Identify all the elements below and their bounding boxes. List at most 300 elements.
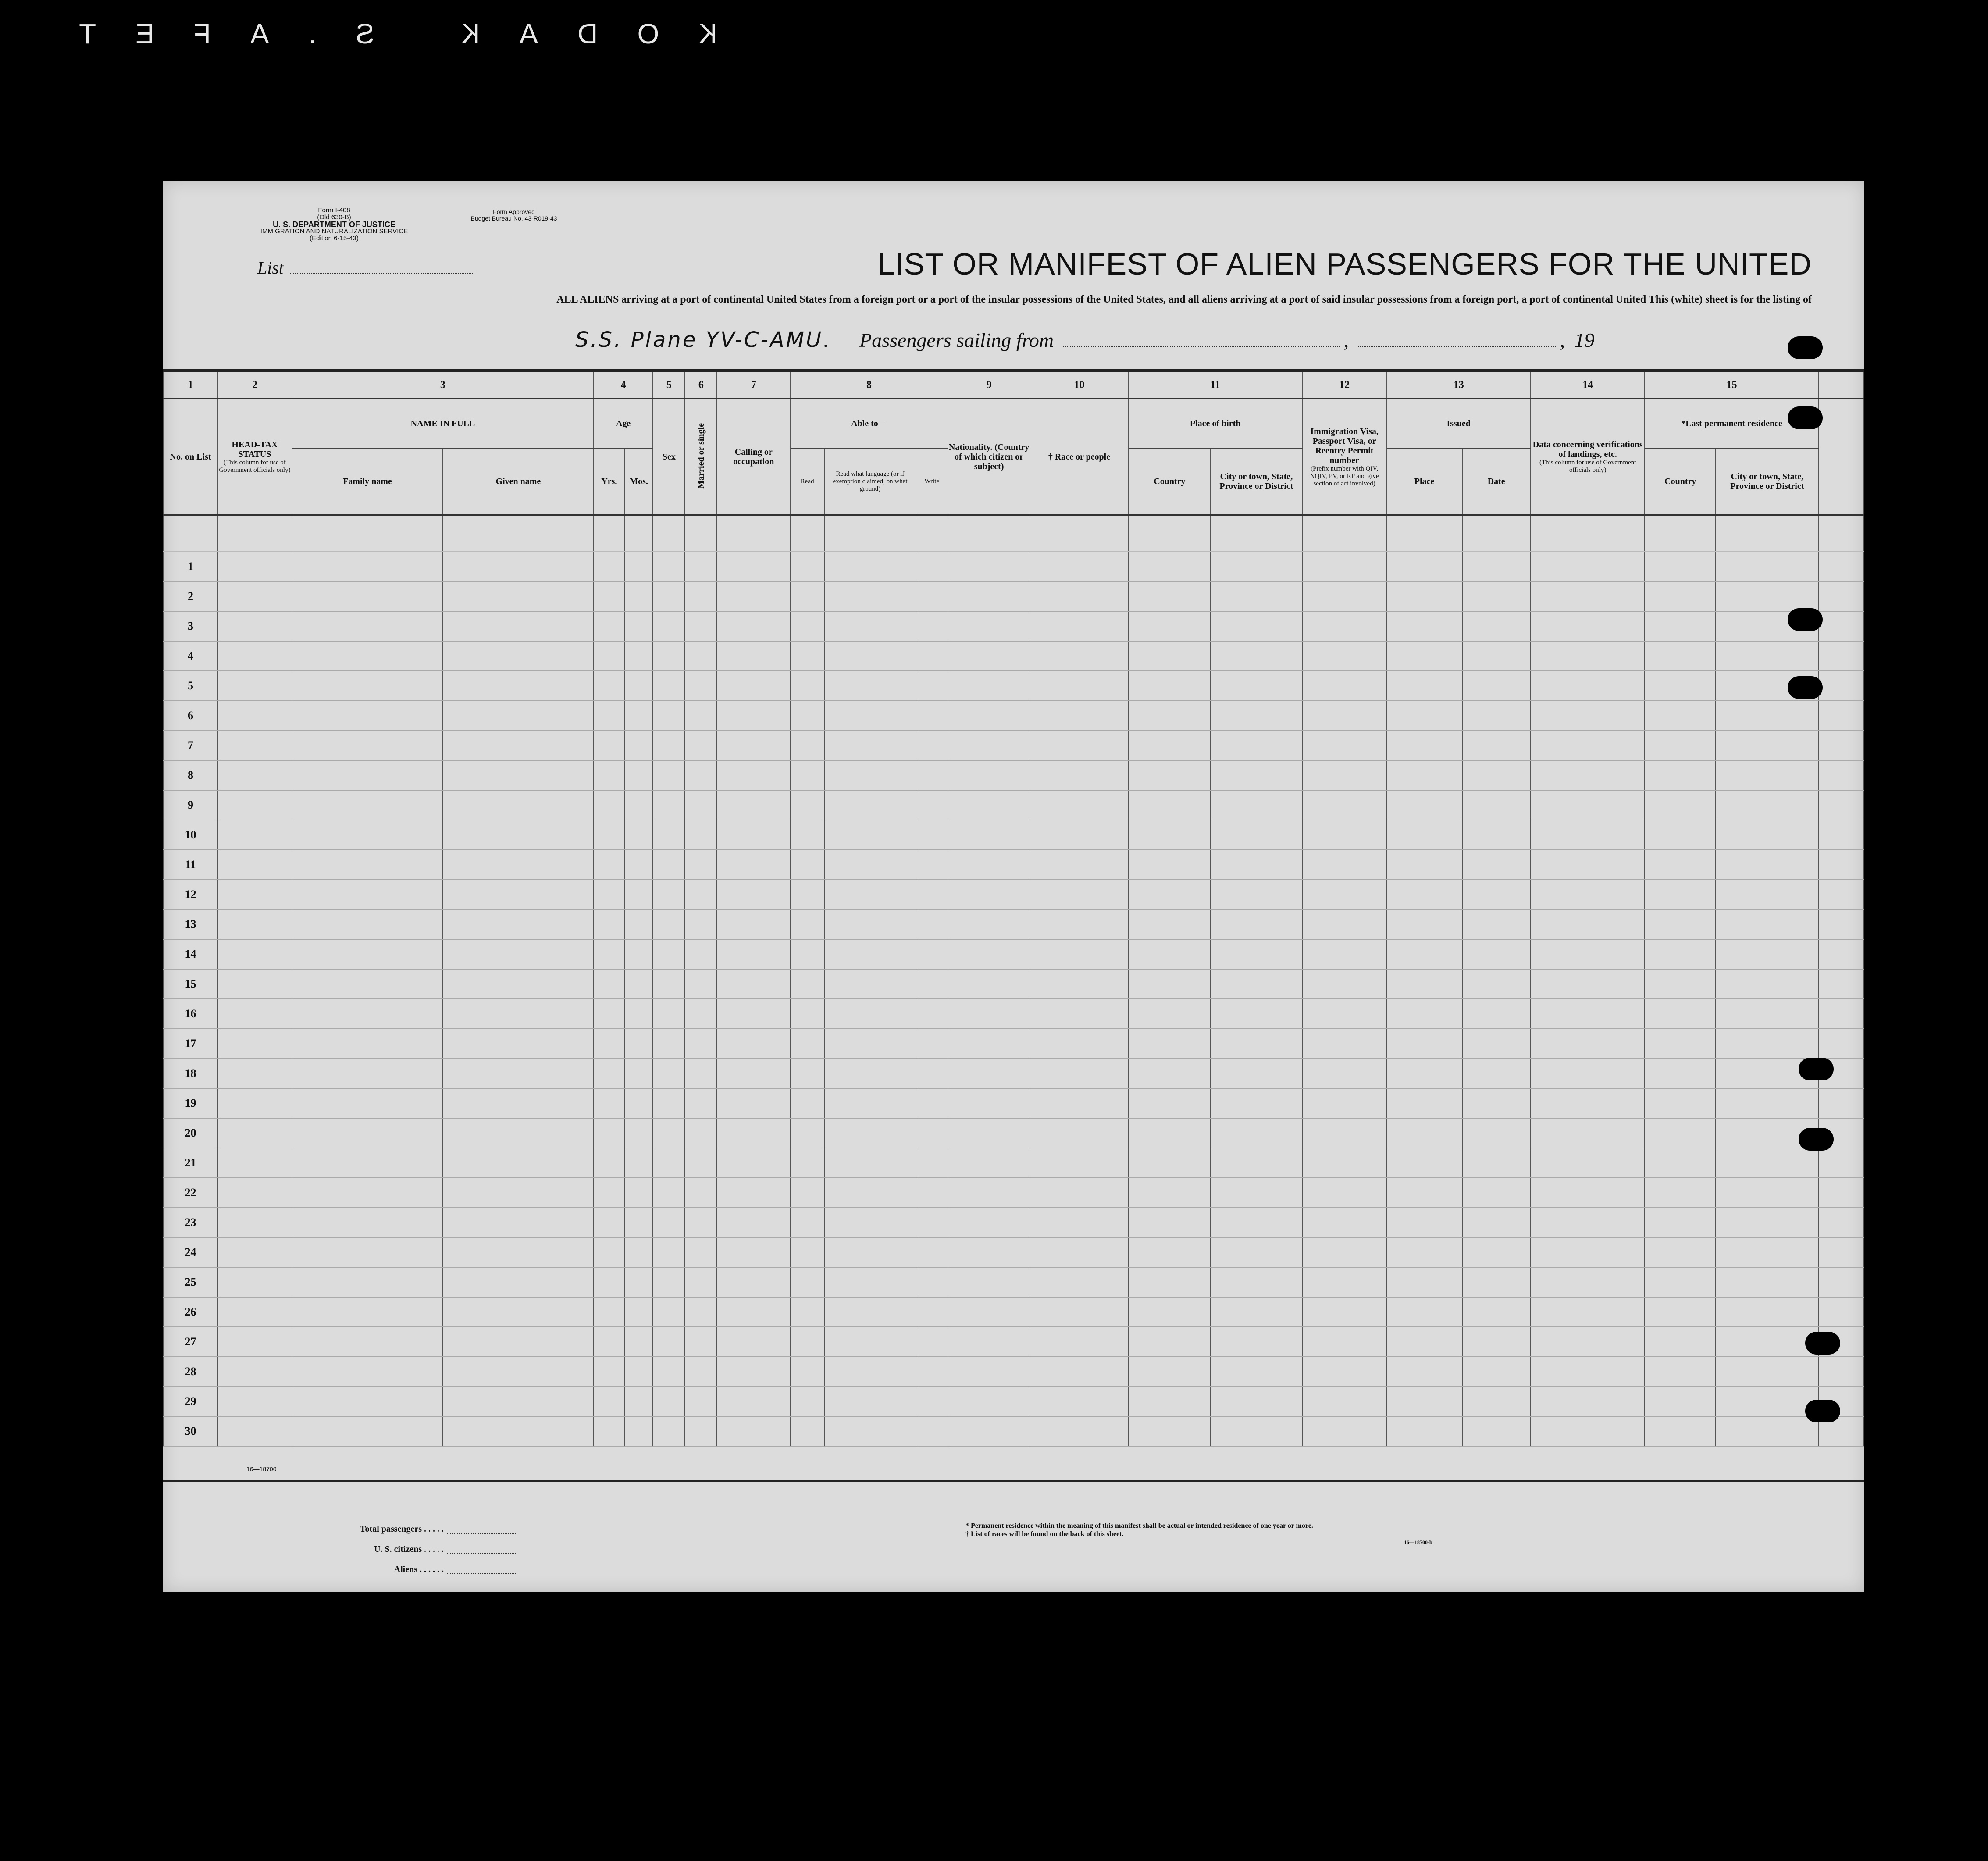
table-cell[interactable] — [653, 701, 685, 731]
table-cell[interactable] — [1302, 581, 1387, 611]
table-cell[interactable] — [1211, 1059, 1302, 1088]
table-cell[interactable] — [717, 1118, 790, 1148]
table-cell[interactable] — [625, 1237, 653, 1267]
table-cell[interactable] — [916, 1178, 948, 1208]
table-cell[interactable] — [443, 939, 594, 969]
table-cell[interactable] — [717, 701, 790, 731]
table-cell[interactable] — [1129, 969, 1211, 999]
table-cell[interactable] — [824, 1267, 916, 1297]
table-cell[interactable] — [717, 1327, 790, 1357]
table-cell[interactable] — [916, 909, 948, 939]
table-cell[interactable] — [685, 552, 717, 581]
table-cell[interactable] — [292, 1148, 443, 1178]
table-cell[interactable] — [1387, 880, 1462, 909]
table-cell[interactable] — [625, 820, 653, 850]
table-cell[interactable] — [1129, 1178, 1211, 1208]
table-cell[interactable] — [1716, 969, 1819, 999]
table-cell[interactable] — [1302, 731, 1387, 760]
table-cell[interactable] — [916, 1416, 948, 1446]
table-cell[interactable] — [1645, 701, 1716, 731]
table-cell[interactable] — [685, 939, 717, 969]
table-cell[interactable] — [790, 1387, 824, 1416]
table-cell[interactable] — [685, 1267, 717, 1297]
table-cell[interactable] — [1531, 1029, 1645, 1059]
table-cell[interactable] — [824, 969, 916, 999]
table-cell[interactable] — [1645, 1297, 1716, 1327]
table-cell[interactable] — [625, 1029, 653, 1059]
table-cell[interactable] — [1129, 999, 1211, 1029]
table-cell[interactable] — [1302, 1357, 1387, 1387]
table-cell[interactable] — [685, 909, 717, 939]
table-cell[interactable] — [790, 880, 824, 909]
table-cell[interactable] — [217, 880, 292, 909]
table-cell[interactable] — [948, 820, 1030, 850]
table-cell[interactable] — [1211, 1148, 1302, 1178]
table-cell[interactable] — [1462, 1029, 1531, 1059]
table-cell[interactable] — [1030, 731, 1128, 760]
table-cell[interactable] — [217, 1416, 292, 1446]
table-cell[interactable] — [1462, 939, 1531, 969]
table-cell[interactable] — [1462, 1148, 1531, 1178]
table-cell[interactable] — [653, 1029, 685, 1059]
table-cell[interactable] — [653, 939, 685, 969]
table-cell[interactable] — [1716, 1208, 1819, 1237]
table-cell[interactable] — [824, 1208, 916, 1237]
table-cell[interactable] — [916, 1118, 948, 1148]
table-cell[interactable] — [443, 1029, 594, 1059]
table-cell[interactable] — [1531, 701, 1645, 731]
table-cell[interactable] — [625, 1148, 653, 1178]
table-cell[interactable] — [1129, 671, 1211, 701]
table-cell[interactable] — [1129, 760, 1211, 790]
table-cell[interactable] — [1129, 552, 1211, 581]
table-cell[interactable] — [1211, 760, 1302, 790]
table-cell[interactable] — [717, 790, 790, 820]
table-cell[interactable] — [1302, 1267, 1387, 1297]
table-cell[interactable] — [1387, 731, 1462, 760]
table-cell[interactable] — [948, 790, 1030, 820]
table-cell[interactable] — [916, 1357, 948, 1387]
table-cell[interactable] — [717, 1178, 790, 1208]
table-cell[interactable] — [1211, 820, 1302, 850]
table-cell[interactable] — [1129, 731, 1211, 760]
table-cell[interactable] — [1716, 731, 1819, 760]
table-cell[interactable] — [653, 1237, 685, 1267]
table-cell[interactable] — [292, 880, 443, 909]
table-cell[interactable] — [292, 552, 443, 581]
table-cell[interactable] — [1531, 1088, 1645, 1118]
table-cell[interactable] — [1129, 1029, 1211, 1059]
table-cell[interactable] — [217, 1148, 292, 1178]
table-cell[interactable] — [1129, 1357, 1211, 1387]
table-cell[interactable] — [594, 1327, 625, 1357]
table-cell[interactable] — [292, 999, 443, 1029]
table-cell[interactable] — [1129, 880, 1211, 909]
table-cell[interactable] — [1302, 1059, 1387, 1088]
table-cell[interactable] — [594, 611, 625, 641]
table-cell[interactable] — [948, 641, 1030, 671]
table-cell[interactable] — [1716, 820, 1819, 850]
table-cell[interactable] — [916, 939, 948, 969]
table-cell[interactable] — [1387, 790, 1462, 820]
table-cell[interactable] — [1387, 611, 1462, 641]
table-cell[interactable] — [1030, 1237, 1128, 1267]
table-cell[interactable] — [1645, 1118, 1716, 1148]
table-cell[interactable] — [1211, 552, 1302, 581]
table-cell[interactable] — [824, 939, 916, 969]
table-cell[interactable] — [948, 701, 1030, 731]
table-cell[interactable] — [292, 641, 443, 671]
table-cell[interactable] — [1387, 939, 1462, 969]
table-cell[interactable] — [1645, 671, 1716, 701]
table-cell[interactable] — [717, 1387, 790, 1416]
table-cell[interactable] — [625, 1267, 653, 1297]
table-cell[interactable] — [594, 760, 625, 790]
table-cell[interactable] — [1129, 1059, 1211, 1088]
table-cell[interactable] — [1531, 552, 1645, 581]
table-cell[interactable] — [594, 850, 625, 880]
table-cell[interactable] — [1387, 1387, 1462, 1416]
table-cell[interactable] — [443, 731, 594, 760]
table-cell[interactable] — [653, 909, 685, 939]
table-cell[interactable] — [685, 1237, 717, 1267]
table-cell[interactable] — [1462, 1088, 1531, 1118]
table-cell[interactable] — [685, 641, 717, 671]
table-cell[interactable] — [685, 701, 717, 731]
table-cell[interactable] — [1462, 1267, 1531, 1297]
table-cell[interactable] — [1716, 1148, 1819, 1178]
table-cell[interactable] — [653, 671, 685, 701]
table-cell[interactable] — [1387, 1088, 1462, 1118]
table-cell[interactable] — [625, 1416, 653, 1446]
table-cell[interactable] — [948, 760, 1030, 790]
table-cell[interactable] — [653, 1416, 685, 1446]
table-cell[interactable] — [1716, 1267, 1819, 1297]
table-cell[interactable] — [790, 671, 824, 701]
table-cell[interactable] — [443, 969, 594, 999]
table-cell[interactable] — [1462, 552, 1531, 581]
table-cell[interactable] — [685, 1297, 717, 1327]
table-cell[interactable] — [292, 701, 443, 731]
table-cell[interactable] — [1129, 939, 1211, 969]
table-cell[interactable] — [1302, 641, 1387, 671]
table-cell[interactable] — [1531, 1416, 1645, 1446]
table-cell[interactable] — [790, 969, 824, 999]
table-cell[interactable] — [1531, 1357, 1645, 1387]
table-cell[interactable] — [948, 850, 1030, 880]
table-cell[interactable] — [1211, 939, 1302, 969]
table-cell[interactable] — [1030, 1029, 1128, 1059]
table-cell[interactable] — [292, 1237, 443, 1267]
table-cell[interactable] — [1211, 1327, 1302, 1357]
aliens-field[interactable] — [447, 1573, 517, 1574]
table-cell[interactable] — [653, 1118, 685, 1148]
table-cell[interactable] — [292, 850, 443, 880]
table-cell[interactable] — [443, 671, 594, 701]
table-cell[interactable] — [1211, 671, 1302, 701]
table-cell[interactable] — [948, 1327, 1030, 1357]
table-cell[interactable] — [1645, 611, 1716, 641]
table-cell[interactable] — [790, 1208, 824, 1237]
table-cell[interactable] — [292, 939, 443, 969]
table-cell[interactable] — [1462, 671, 1531, 701]
table-cell[interactable] — [1211, 581, 1302, 611]
table-cell[interactable] — [916, 820, 948, 850]
table-cell[interactable] — [1129, 909, 1211, 939]
table-cell[interactable] — [1129, 1297, 1211, 1327]
table-cell[interactable] — [1531, 671, 1645, 701]
table-cell[interactable] — [1030, 1327, 1128, 1357]
table-cell[interactable] — [790, 1297, 824, 1327]
table-cell[interactable] — [292, 1416, 443, 1446]
table-cell[interactable] — [717, 820, 790, 850]
table-cell[interactable] — [1531, 1178, 1645, 1208]
table-cell[interactable] — [824, 1327, 916, 1357]
table-cell[interactable] — [1462, 1208, 1531, 1237]
table-cell[interactable] — [1211, 1267, 1302, 1297]
table-cell[interactable] — [1716, 641, 1819, 671]
table-cell[interactable] — [1211, 1118, 1302, 1148]
table-cell[interactable] — [916, 671, 948, 701]
table-cell[interactable] — [948, 1059, 1030, 1088]
table-cell[interactable] — [916, 1297, 948, 1327]
table-cell[interactable] — [916, 581, 948, 611]
table-cell[interactable] — [824, 999, 916, 1029]
table-cell[interactable] — [625, 1118, 653, 1148]
table-cell[interactable] — [1211, 909, 1302, 939]
table-cell[interactable] — [292, 1208, 443, 1237]
table-cell[interactable] — [594, 1029, 625, 1059]
table-cell[interactable] — [217, 1387, 292, 1416]
sailing-date-field[interactable] — [1358, 346, 1556, 347]
table-cell[interactable] — [653, 1387, 685, 1416]
table-cell[interactable] — [1645, 1148, 1716, 1178]
table-cell[interactable] — [1211, 850, 1302, 880]
table-cell[interactable] — [217, 641, 292, 671]
table-cell[interactable] — [790, 1148, 824, 1178]
table-cell[interactable] — [1645, 1059, 1716, 1088]
table-cell[interactable] — [790, 999, 824, 1029]
table-cell[interactable] — [1645, 1357, 1716, 1387]
table-cell[interactable] — [824, 731, 916, 760]
table-cell[interactable] — [1302, 1297, 1387, 1327]
table-cell[interactable] — [1030, 1267, 1128, 1297]
table-cell[interactable] — [916, 552, 948, 581]
table-cell[interactable] — [1645, 790, 1716, 820]
table-cell[interactable] — [1531, 999, 1645, 1029]
table-cell[interactable] — [685, 999, 717, 1029]
table-cell[interactable] — [1302, 552, 1387, 581]
table-cell[interactable] — [685, 760, 717, 790]
table-cell[interactable] — [685, 1357, 717, 1387]
table-cell[interactable] — [443, 641, 594, 671]
table-cell[interactable] — [717, 1059, 790, 1088]
table-cell[interactable] — [217, 760, 292, 790]
table-cell[interactable] — [443, 1327, 594, 1357]
table-cell[interactable] — [1462, 880, 1531, 909]
table-cell[interactable] — [824, 581, 916, 611]
table-cell[interactable] — [1716, 760, 1819, 790]
table-cell[interactable] — [217, 850, 292, 880]
table-cell[interactable] — [1531, 939, 1645, 969]
table-cell[interactable] — [824, 1029, 916, 1059]
table-cell[interactable] — [653, 731, 685, 760]
table-cell[interactable] — [653, 1357, 685, 1387]
table-cell[interactable] — [1129, 820, 1211, 850]
table-cell[interactable] — [1211, 969, 1302, 999]
table-cell[interactable] — [916, 880, 948, 909]
table-cell[interactable] — [1387, 1297, 1462, 1327]
table-cell[interactable] — [790, 1029, 824, 1059]
table-cell[interactable] — [1129, 850, 1211, 880]
table-cell[interactable] — [653, 820, 685, 850]
table-cell[interactable] — [1211, 731, 1302, 760]
table-cell[interactable] — [1302, 1118, 1387, 1148]
table-cell[interactable] — [916, 760, 948, 790]
table-cell[interactable] — [948, 1416, 1030, 1446]
table-cell[interactable] — [790, 790, 824, 820]
table-cell[interactable] — [1129, 1237, 1211, 1267]
table-cell[interactable] — [1387, 1118, 1462, 1148]
table-cell[interactable] — [625, 850, 653, 880]
table-cell[interactable] — [1462, 1297, 1531, 1327]
table-cell[interactable] — [653, 1178, 685, 1208]
table-cell[interactable] — [217, 1178, 292, 1208]
table-cell[interactable] — [1302, 909, 1387, 939]
table-cell[interactable] — [916, 1088, 948, 1118]
table-cell[interactable] — [1211, 1029, 1302, 1059]
table-cell[interactable] — [1531, 820, 1645, 850]
table-cell[interactable] — [948, 969, 1030, 999]
table-cell[interactable] — [1129, 1208, 1211, 1237]
table-cell[interactable] — [790, 1237, 824, 1267]
table-cell[interactable] — [685, 1148, 717, 1178]
table-cell[interactable] — [790, 581, 824, 611]
table-cell[interactable] — [443, 1387, 594, 1416]
table-cell[interactable] — [1645, 1387, 1716, 1416]
table-cell[interactable] — [1302, 1029, 1387, 1059]
table-cell[interactable] — [685, 880, 717, 909]
table-cell[interactable] — [717, 641, 790, 671]
table-cell[interactable] — [594, 671, 625, 701]
table-cell[interactable] — [1030, 1088, 1128, 1118]
table-cell[interactable] — [916, 1237, 948, 1267]
table-cell[interactable] — [443, 1208, 594, 1237]
table-cell[interactable] — [1030, 820, 1128, 850]
table-cell[interactable] — [1030, 671, 1128, 701]
table-cell[interactable] — [1531, 1059, 1645, 1088]
table-cell[interactable] — [1302, 760, 1387, 790]
table-cell[interactable] — [790, 1416, 824, 1446]
table-cell[interactable] — [717, 1357, 790, 1387]
table-cell[interactable] — [217, 1357, 292, 1387]
table-cell[interactable] — [217, 1297, 292, 1327]
table-cell[interactable] — [217, 1267, 292, 1297]
table-cell[interactable] — [217, 611, 292, 641]
table-cell[interactable] — [217, 581, 292, 611]
table-cell[interactable] — [685, 1416, 717, 1446]
table-cell[interactable] — [443, 1237, 594, 1267]
table-cell[interactable] — [1462, 1178, 1531, 1208]
table-cell[interactable] — [1462, 760, 1531, 790]
table-cell[interactable] — [1716, 552, 1819, 581]
table-cell[interactable] — [1387, 820, 1462, 850]
table-cell[interactable] — [1387, 671, 1462, 701]
table-cell[interactable] — [292, 760, 443, 790]
table-cell[interactable] — [948, 1387, 1030, 1416]
table-cell[interactable] — [1716, 1088, 1819, 1118]
table-cell[interactable] — [685, 671, 717, 701]
table-cell[interactable] — [1302, 611, 1387, 641]
table-cell[interactable] — [948, 552, 1030, 581]
table-cell[interactable] — [1716, 999, 1819, 1029]
table-cell[interactable] — [916, 1208, 948, 1237]
table-cell[interactable] — [1531, 1297, 1645, 1327]
table-cell[interactable] — [916, 1267, 948, 1297]
table-cell[interactable] — [625, 671, 653, 701]
table-cell[interactable] — [1716, 939, 1819, 969]
table-cell[interactable] — [1129, 701, 1211, 731]
table-cell[interactable] — [916, 1029, 948, 1059]
table-cell[interactable] — [625, 790, 653, 820]
table-cell[interactable] — [1645, 581, 1716, 611]
table-cell[interactable] — [653, 611, 685, 641]
table-cell[interactable] — [653, 552, 685, 581]
table-cell[interactable] — [1030, 999, 1128, 1029]
table-cell[interactable] — [1129, 1088, 1211, 1118]
table-cell[interactable] — [1030, 909, 1128, 939]
table-cell[interactable] — [1302, 850, 1387, 880]
table-cell[interactable] — [1302, 939, 1387, 969]
table-cell[interactable] — [824, 1059, 916, 1088]
table-cell[interactable] — [443, 1297, 594, 1327]
table-cell[interactable] — [948, 999, 1030, 1029]
table-cell[interactable] — [1387, 999, 1462, 1029]
table-cell[interactable] — [443, 1088, 594, 1118]
table-cell[interactable] — [916, 641, 948, 671]
table-cell[interactable] — [1211, 790, 1302, 820]
table-cell[interactable] — [1531, 969, 1645, 999]
table-cell[interactable] — [1645, 1237, 1716, 1267]
table-cell[interactable] — [625, 1178, 653, 1208]
table-cell[interactable] — [653, 790, 685, 820]
table-cell[interactable] — [717, 939, 790, 969]
table-cell[interactable] — [1030, 552, 1128, 581]
table-cell[interactable] — [1211, 999, 1302, 1029]
table-cell[interactable] — [1387, 581, 1462, 611]
table-cell[interactable] — [824, 1088, 916, 1118]
table-cell[interactable] — [1531, 1237, 1645, 1267]
table-cell[interactable] — [1645, 731, 1716, 760]
table-cell[interactable] — [790, 820, 824, 850]
table-cell[interactable] — [217, 1059, 292, 1088]
table-cell[interactable] — [625, 880, 653, 909]
table-cell[interactable] — [1462, 820, 1531, 850]
table-cell[interactable] — [1645, 880, 1716, 909]
table-cell[interactable] — [1462, 1387, 1531, 1416]
table-cell[interactable] — [790, 1267, 824, 1297]
table-cell[interactable] — [824, 880, 916, 909]
table-cell[interactable] — [292, 1297, 443, 1327]
table-cell[interactable] — [443, 850, 594, 880]
table-cell[interactable] — [1030, 939, 1128, 969]
table-cell[interactable] — [790, 611, 824, 641]
table-cell[interactable] — [948, 939, 1030, 969]
table-cell[interactable] — [1531, 909, 1645, 939]
table-cell[interactable] — [594, 820, 625, 850]
table-cell[interactable] — [1302, 1237, 1387, 1267]
table-cell[interactable] — [217, 552, 292, 581]
